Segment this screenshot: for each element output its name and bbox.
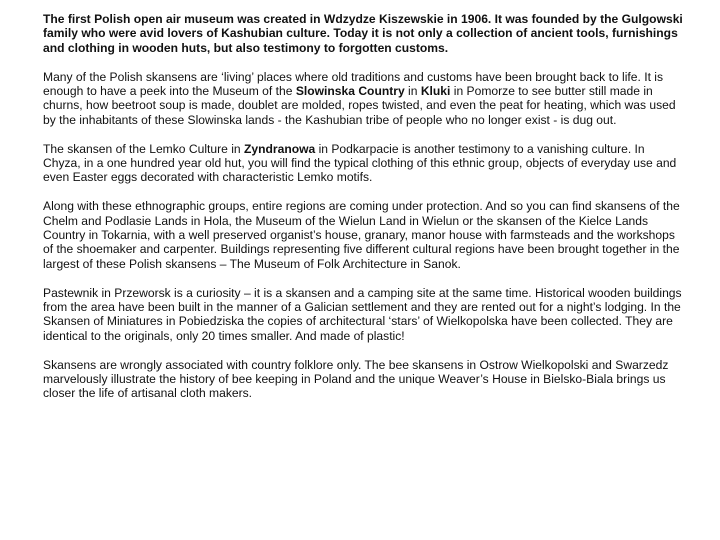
paragraph-text: in Pomorze to see butter still made in churns, how beetroot soup is made, doublet are molded, ropes twisted, and even the peat for heating, which was used by the inhabitants of these Slowinska lands - the Kashubian tribe of people who no longer exist - is dug out. <box>43 84 676 127</box>
emphasis-kluki: Kluki <box>420 84 451 99</box>
document-body <box>43 12 683 415</box>
paragraph-pastewnik <box>43 286 683 344</box>
paragraph-text: The skansen of the Lemko Culture in <box>43 141 244 156</box>
paragraph-text: Along with these ethnographic groups, entire regions are coming under protection. And so you can find skansens of the Chelm and Podlasie Lands in Hola, the Museum of the Wielun Land in Wielun or the skansen of the Kielce Lands Country in Tokarnia, with a well preserved organist’s house, granary, manor house with farmsteads and the workshops of the shoemaker and carpenter. Buildings representing five different cultural regions have been brought together in the largest of these Polish skansens – The Museum of Folk Architecture in Sanok. <box>43 199 680 271</box>
paragraph-text: Skansens are wrongly associated with country folklore only. The bee skansens in Ostrow Wielkopolski and Swarzedz marvelously illustrate the history of bee keeping in Poland and the unique Weaver’s House in Bielsko-Biala brings us closer the life of artisanal cloth makers. <box>43 357 669 401</box>
intro-text: The first Polish open air museum was created in Wdzydze Kiszewskie in 1906. It was founded by the Gulgowski family who were avid lovers of Kashubian culture. Today it is not only a collection of ancient tools, furnishings and clothing in wooden huts, but also testimony to forgotten customs. <box>43 12 683 55</box>
paragraph-living-skansens <box>43 70 683 128</box>
paragraph-text: Many of the Polish skansens are ‘living’ places where old traditions and customs have been brought back to life. It is enough to have a peek into the Museum of the <box>43 69 664 99</box>
paragraph-bee-skansens <box>43 358 683 401</box>
paragraph-text: Pastewnik in Przeworsk is a curiosity – it is a skansen and a camping site at the same time. Historical wooden buildings from the area have been built in the manner of a Galician settlement and they are rented out for a night’s lodging. In the Skansen of Miniatures in Pobiedziska the copies of architectural ‘stars’ of Wielkopolska have been collected. They are identical to the originals, only 20 times smaller. And made of plastic! <box>43 285 682 343</box>
paragraph-regions <box>43 199 683 271</box>
paragraph-lemko-culture <box>43 142 683 185</box>
paragraph-intro <box>43 12 683 55</box>
paragraph-text: in Podkarpacie is another testimony to a vanishing culture. In Chyza, in a one hundred year old hut, you will find the typical clothing of this ethnic group, objects of everyday use and even Easter eggs decorated with characteristic Lemko motifs. <box>43 141 677 185</box>
emphasis-slowinska-country: Slowinska Country <box>295 84 405 99</box>
paragraph-text: in <box>404 84 421 99</box>
emphasis-zyndranowa: Zyndranowa <box>244 141 316 156</box>
